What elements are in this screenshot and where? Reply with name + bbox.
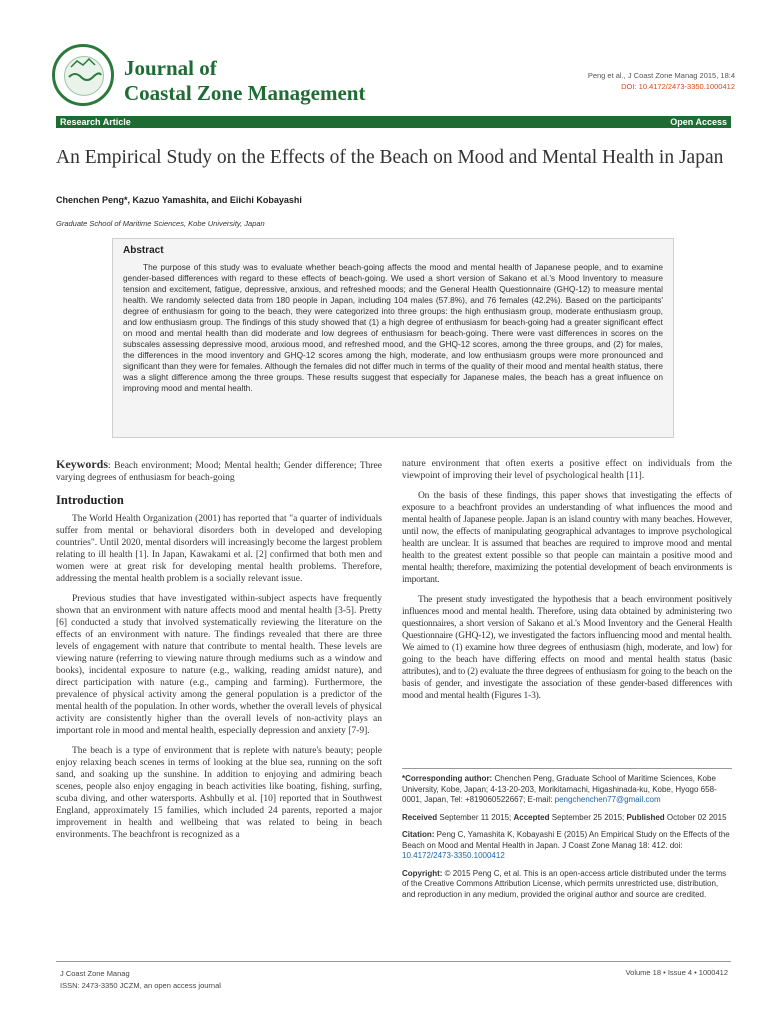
email-link[interactable]: pengchenchen77@gmail.com bbox=[554, 795, 661, 804]
keywords bbox=[56, 458, 382, 484]
journal-title bbox=[124, 56, 365, 106]
journal-title-line2: Coastal Zone Management bbox=[124, 81, 366, 105]
introduction-heading: Introduction bbox=[56, 493, 124, 507]
abstract-box bbox=[112, 238, 674, 438]
abstract-heading: Abstract bbox=[123, 245, 164, 256]
copyright-text: © 2015 Peng C, et al. This is an open-access article distributed under the terms of the Creative Commons Attribution License, which permits unrestricted use, distribution, and reproduction in any medium, provided the original author and source are credited. bbox=[402, 868, 727, 899]
paragraph: The present study investigated the hypothesis that a beach environment positively influences mood and mental health. Therefore, using data obtained by administering two questionnaires, a short version of Sakano et al.'s Mood Inventory and the General Health Questionnaire (GHQ-12), we investigated the factors influencing mood and mental health. We aimed to (1) examine how three degrees of enthusiasm (high, moderate, and low) for going to the beach have differing effects on mood and mental health status (basic attributes), and to (2) evaluate the three degrees of enthusiasm for going to the beach on the basis of gender, and investigate the association of these gender-based differences with mood and mental health (Figures 1-3). bbox=[402, 595, 732, 701]
author-list: Chenchen Peng*, Kazuo Yamashita, and Eiichi Kobayashi bbox=[56, 195, 302, 205]
accepted-date: September 25 2015; bbox=[549, 812, 627, 822]
footer-volume: Volume 18 • Issue 4 • 1000412 bbox=[625, 968, 728, 977]
left-column bbox=[56, 458, 382, 849]
paragraph: The beach is a type of environment that is replete with nature's beauty; people enjoy relaxing beach scenes in terms of looking at the blue sea, running on the soft sand, and soaking up the sunshine. In addition to enjoying and admiring beach scenes, people also enjoy engaging in beach activities like boating, fishing, surfing, scuba diving, and other watersports. Ashbully et al. [10] reported that in Southwest England, approximately 15 families, which included 24 parents, reported a major improvement in health and wellbeing that was related to being in beach environments. The beachfront is recognized as a bbox=[56, 746, 382, 840]
abstract-text: The purpose of this study was to evaluate whether beach-going affects the mood and mental health of Japanese people, and to examine gender-based differences with regard to these effects of beach-going. We used a short version of Sakano et al.'s Mood Inventory to measure tension and excitement, fatigue, depressive, anxious, and refreshed moods; and the General Health Questionnaire (GHQ-12) to measure mental health. We randomly selected data from 180 people in Japan, including 104 males (57.8%), and 76 females (42.2%). Based on the participants' degree of enthusiasm for going to the beach, they were categorized into three groups: the high enthusiasm group, moderate enthusiasm group, and low enthusiasm group. The findings of this study showed that (1) a high degree of enthusiasm for beach-going had a greater significant effect on mood and mental health than did moderate and low degrees of enthusiasm for beach-going. There were vast differences in scores on the subscales assessing depressive mood, anxious mood, and refreshed mood, and the GHQ-12 scores, among the three groups, and (2) for males, the differences in the mood inventory and GHQ-12 scores among the high, moderate, and low enthusiasm groups were more pronounced and significant than they were for females. Although the females did not differ much in terms of the quality of their mood and mental health status, there was a slight difference among the three groups. These results suggest that especially for Japanese males, the beach has a great influence on improving mood and mental health. bbox=[123, 262, 663, 393]
received-date: September 11 2015; bbox=[437, 812, 514, 822]
copyright-block bbox=[402, 869, 732, 901]
research-article-label: Research Article bbox=[60, 117, 131, 127]
article-type-bar bbox=[56, 116, 731, 128]
article-title: An Empirical Study on the Effects of the Beach on Mood and Mental Health in Japan bbox=[56, 147, 724, 168]
footer-journal: J Coast Zone Manag bbox=[60, 969, 130, 978]
paragraph: nature environment that often exerts a positive effect on individuals from the viewpoint of improving their level of psychological health [11]. bbox=[402, 459, 732, 481]
divider bbox=[402, 768, 732, 769]
footer-issn: ISSN: 2473-3350 JCZM, an open access journal bbox=[60, 981, 221, 990]
header-citation bbox=[588, 70, 735, 92]
keywords-label: Keywords bbox=[56, 457, 108, 471]
journal-title-line1: Journal of bbox=[124, 56, 217, 80]
affiliation: Graduate School of Maritime Sciences, Kobe University, Japan bbox=[56, 219, 265, 228]
logo-wave-icon bbox=[55, 47, 111, 103]
open-access-label: Open Access bbox=[670, 117, 727, 127]
corresponding-author-text: Chenchen Peng, Graduate School of Maritime Sciences, Kobe University, Kobe, Japan; 4-13-20-203, Morikitamachi, Higashinada-ku, Kobe, Hyogo 658-0001, Japan, Tel: +819060522667; E-mail: bbox=[402, 774, 717, 804]
corresponding-author-label: *Corresponding author: bbox=[402, 774, 493, 783]
doi-link[interactable]: DOI: 10.4172/2473-3350.1000412 bbox=[621, 82, 735, 91]
paragraph: On the basis of these findings, this paper shows that investigating the effects of exposure to a beachfront provides an understanding of what influences the mood and mental health of Japanese people. Japan is an island country with many beaches. However, until now, the effects of manipulating geographical advantages to improve psychological health are unclear. It is assumed that beaches are required to improve mood and mental health to the greatest extent possible so that people can maintain a positive mood and mental health; therefore, maximizing the potential development of beach environments is important. bbox=[402, 491, 732, 585]
citation-text: Peng C, Yamashita K, Kobayashi E (2015) An Empirical Study on the Effects of the Beach on Mood and Mental Health in Japan. J Coast Zone Manag 18: 412. doi: bbox=[402, 830, 730, 850]
corresponding-author bbox=[402, 774, 732, 806]
right-column bbox=[402, 458, 732, 710]
paragraph: The World Health Organization (2001) has reported that "a quarter of individuals suffer from mental or behavioral disorders both in developed and developing countries". Until 2020, mental disorders will increasingly become the largest problem relating to ill health [1]. In Japan, Kawakami et al. [2] confirmed that both men and women were at great risk for developing mental health problems. Therefore, addressing the mental health problem is a socially relevant issue. bbox=[56, 514, 382, 584]
correspondence-block bbox=[402, 774, 732, 907]
copyright-label: Copyright: bbox=[402, 868, 443, 878]
accepted-label: Accepted bbox=[513, 812, 550, 822]
keywords-text: : Beach environment; Mood; Mental health; Gender difference; Three varying degrees of enthusiasm for beach-going bbox=[56, 461, 382, 483]
journal-logo bbox=[52, 44, 114, 106]
citation-label: Citation: bbox=[402, 830, 435, 839]
citation-doi-link[interactable]: 10.4172/2473-3350.1000412 bbox=[402, 851, 505, 860]
footer-divider bbox=[56, 961, 731, 962]
dates bbox=[402, 813, 732, 824]
published-date: October 02 2015 bbox=[664, 812, 727, 822]
footer-left bbox=[60, 968, 221, 992]
citation-block bbox=[402, 830, 732, 862]
citation-line: Peng et al., J Coast Zone Manag 2015, 18:4 bbox=[587, 71, 735, 80]
received-label: Received bbox=[402, 812, 438, 822]
paragraph: Previous studies that have investigated within-subject aspects have frequently shown that an environment with nature affects mood and mental health [3-5]. Pretty [6] conducted a study that involved systematically reviewing the literature on the effects of an environment with nature. The findings revealed that there are three levels of engagement with nature that contribute to mental health. These levels are viewing nature (referring to viewing nature through mediums such as a window and books), incidental exposure to nature (e.g., walking, reading amidst nature), and direct participation with nature (e.g., camping and farming). Furthermore, the prevalence of physical activity among the general population is a predictor of the mental health of the population. In other words, whether the overall levels of physical activity are consistently higher than the overall levels of non-activity plays an important role in mood and mental health, especially depression and anxiety [7-9]. bbox=[56, 594, 382, 736]
published-label: Published bbox=[626, 812, 665, 822]
